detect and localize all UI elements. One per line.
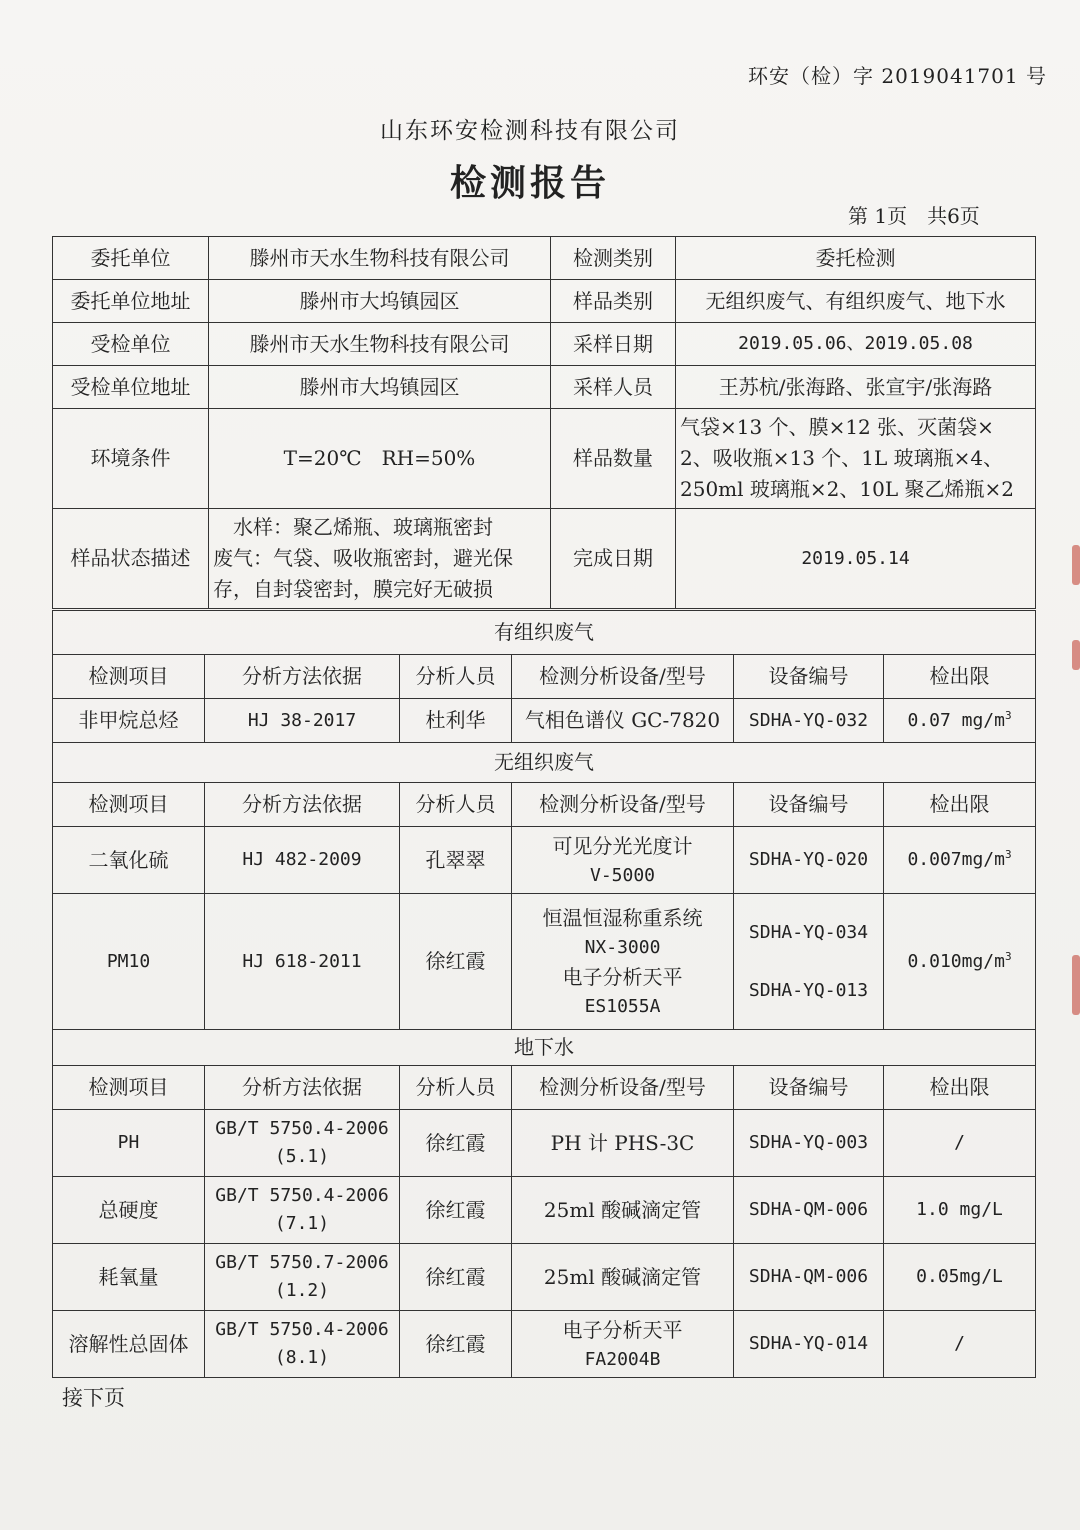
sample-qty-line: 2、吸收瓶×13 个、1L 玻璃瓶×4、: [680, 446, 1004, 470]
equip-no-cell: SDHA-YQ-020: [734, 827, 884, 894]
section-title-organized: 有组织废气: [53, 611, 1036, 655]
table-row: [53, 1177, 1036, 1244]
limit-cell: 0.05mg/L: [884, 1244, 1036, 1311]
sampling-date-label: 采样日期: [551, 323, 676, 366]
method-line: (1.2): [274, 1280, 330, 1301]
equip-no-line: SDHA-YQ-013: [748, 979, 869, 1001]
limit-value: 0.07 mg/m: [907, 709, 1005, 731]
col-method: 分析方法依据: [205, 1066, 400, 1110]
col-limit: 检出限: [884, 783, 1036, 827]
col-method: 分析方法依据: [205, 655, 400, 699]
method-line: GB/T 5750.7-2006: [215, 1252, 389, 1274]
page-info: 第 1页 共6页: [848, 204, 980, 228]
analyst-cell: 杜利华: [400, 699, 512, 743]
equipment-name: 可见分光光度计: [552, 833, 693, 858]
document-number: 环安（检）字 2019041701 号: [748, 64, 1047, 88]
continued-note: 接下页: [62, 1386, 125, 1410]
section-title-groundwater: 地下水: [53, 1030, 1036, 1066]
state-value: [209, 509, 551, 609]
equipment-model: V-5000: [589, 864, 656, 886]
col-equipment: 检测分析设备/型号: [512, 1066, 734, 1110]
method-line: GB/T 5750.4-2006: [215, 1118, 389, 1140]
analyst-cell: 孔翠翠: [400, 827, 512, 894]
state-line: 存，自封袋密封，膜完好无破损: [213, 577, 493, 601]
method-line: (5.1): [274, 1146, 330, 1167]
table-row: [53, 699, 1036, 743]
equipment-name: 电子分析天平: [562, 964, 683, 989]
inspected-addr-value: 滕州市大坞镇园区: [209, 366, 551, 409]
test-type-label: 检测类别: [551, 237, 676, 280]
limit-sup: 3: [1004, 848, 1012, 862]
col-equipment: 检测分析设备/型号: [512, 783, 734, 827]
equipment-cell: 25ml 酸碱滴定管: [512, 1177, 734, 1244]
col-limit: 检出限: [884, 1066, 1036, 1110]
test-type-value: 委托检测: [676, 237, 1036, 280]
company-name: 山东环安检测科技有限公司: [380, 118, 680, 144]
equipment-name: 电子分析天平: [562, 1317, 683, 1342]
client-addr-label: 委托单位地址: [53, 280, 209, 323]
inspected-label: 受检单位: [53, 323, 209, 366]
equipment-cell: 气相色谱仪 GC-7820: [512, 699, 734, 743]
client-label: 委托单位: [53, 237, 209, 280]
col-item: 检测项目: [53, 1066, 205, 1110]
table-row: [53, 827, 1036, 894]
finish-label: 完成日期: [551, 509, 676, 609]
table-row: [53, 1110, 1036, 1177]
item-cell: PH: [53, 1110, 205, 1177]
col-item: 检测项目: [53, 655, 205, 699]
analyst-cell: 徐红霞: [400, 1110, 512, 1177]
limit-value: 0.010mg/m: [907, 950, 1005, 972]
limit-sup: 3: [1004, 949, 1012, 963]
col-equip-no: 设备编号: [734, 783, 884, 827]
sample-qty-line: 气袋×13 个、膜×12 张、灭菌袋×: [680, 415, 994, 439]
sampler-value: 王苏杭/张海路、张宣宇/张海路: [676, 366, 1036, 409]
state-line: 水样：聚乙烯瓶、玻璃瓶密封: [233, 515, 493, 539]
item-cell: PM10: [53, 894, 205, 1030]
limit-cell: /: [884, 1311, 1036, 1378]
method-line: GB/T 5750.4-2006: [215, 1319, 389, 1341]
equipment-cell: [512, 827, 734, 894]
inspected-addr-label: 受检单位地址: [53, 366, 209, 409]
state-line: 废气：气袋、吸收瓶密封，避光保: [213, 546, 513, 570]
sampler-label: 采样人员: [551, 366, 676, 409]
col-method: 分析方法依据: [205, 783, 400, 827]
item-cell: 耗氧量: [53, 1244, 205, 1311]
table-row: [53, 1244, 1036, 1311]
item-cell: 总硬度: [53, 1177, 205, 1244]
method-line: (8.1): [274, 1347, 330, 1368]
equipment-name: 恒温恒湿称重系统: [542, 905, 703, 930]
method-line: GB/T 5750.4-2006: [215, 1185, 389, 1207]
equipment-cell: [512, 894, 734, 1030]
table-row: [53, 894, 1036, 1030]
item-cell: 溶解性总固体: [53, 1311, 205, 1378]
limit-sup: 3: [1004, 708, 1012, 722]
sample-qty-label: 样品数量: [551, 409, 676, 509]
equip-no-cell: SDHA-YQ-032: [734, 699, 884, 743]
equipment-cell: 25ml 酸碱滴定管: [512, 1244, 734, 1311]
col-limit: 检出限: [884, 655, 1036, 699]
method-cell: [205, 1244, 400, 1311]
item-cell: 非甲烷总烃: [53, 699, 205, 743]
paper-edge-mark: [1072, 545, 1080, 585]
limit-cell: [884, 827, 1036, 894]
item-cell: 二氧化硫: [53, 827, 205, 894]
client-addr-value: 滕州市大坞镇园区: [209, 280, 551, 323]
col-equip-no: 设备编号: [734, 655, 884, 699]
col-analyst: 分析人员: [400, 655, 512, 699]
finish-value: 2019.05.14: [676, 509, 1036, 609]
analyst-cell: 徐红霞: [400, 1244, 512, 1311]
sample-qty-line: 250ml 玻璃瓶×2、10L 聚乙烯瓶×2: [680, 477, 1014, 501]
limit-value: 0.007mg/m: [907, 849, 1005, 871]
col-analyst: 分析人员: [400, 783, 512, 827]
equip-no-cell: SDHA-YQ-003: [734, 1110, 884, 1177]
method-cell: [205, 1110, 400, 1177]
info-table: [52, 236, 1036, 609]
env-value: T=20℃ RH=50%: [209, 409, 551, 509]
col-analyst: 分析人员: [400, 1066, 512, 1110]
analyst-cell: 徐红霞: [400, 1311, 512, 1378]
client-value: 滕州市天水生物科技有限公司: [209, 237, 551, 280]
equip-no-cell: SDHA-YQ-014: [734, 1311, 884, 1378]
paper-edge-mark: [1072, 640, 1080, 670]
equipment-cell: [512, 1311, 734, 1378]
method-cell: [205, 1177, 400, 1244]
equip-no-cell: SDHA-QM-006: [734, 1177, 884, 1244]
col-equip-no: 设备编号: [734, 1066, 884, 1110]
sample-qty-value: [676, 409, 1036, 509]
sampling-date-value: 2019.05.06、2019.05.08: [676, 323, 1036, 366]
equip-no-cell: SDHA-QM-006: [734, 1244, 884, 1311]
sample-type-label: 样品类别: [551, 280, 676, 323]
equipment-cell: PH 计 PHS-3C: [512, 1110, 734, 1177]
state-label: 样品状态描述: [53, 509, 209, 609]
inspected-value: 滕州市天水生物科技有限公司: [209, 323, 551, 366]
col-equipment: 检测分析设备/型号: [512, 655, 734, 699]
section-title-unorganized: 无组织废气: [53, 743, 1036, 783]
table-row: [53, 1311, 1036, 1378]
paper-edge-mark: [1072, 955, 1080, 1015]
analyst-cell: 徐红霞: [400, 894, 512, 1030]
limit-cell: [884, 699, 1036, 743]
equip-no-line: SDHA-YQ-034: [748, 921, 869, 943]
col-item: 检测项目: [53, 783, 205, 827]
method-cell: HJ 38-2017: [205, 699, 400, 743]
method-line: (7.1): [274, 1213, 330, 1234]
analyst-cell: 徐红霞: [400, 1177, 512, 1244]
sample-type-value: 无组织废气、有组织废气、地下水: [676, 280, 1036, 323]
limit-cell: 1.0 mg/L: [884, 1177, 1036, 1244]
detail-table: [52, 610, 1036, 1378]
report-title: 检测报告: [449, 163, 610, 204]
env-label: 环境条件: [53, 409, 209, 509]
limit-cell: /: [884, 1110, 1036, 1177]
equip-no-cell: [734, 894, 884, 1030]
method-cell: HJ 482-2009: [205, 827, 400, 894]
equipment-model: ES1055A: [584, 995, 661, 1017]
limit-cell: [884, 894, 1036, 1030]
method-cell: [205, 1311, 400, 1378]
equipment-model: NX-3000: [584, 936, 661, 958]
method-cell: HJ 618-2011: [205, 894, 400, 1030]
equipment-model: FA2004B: [584, 1348, 661, 1370]
